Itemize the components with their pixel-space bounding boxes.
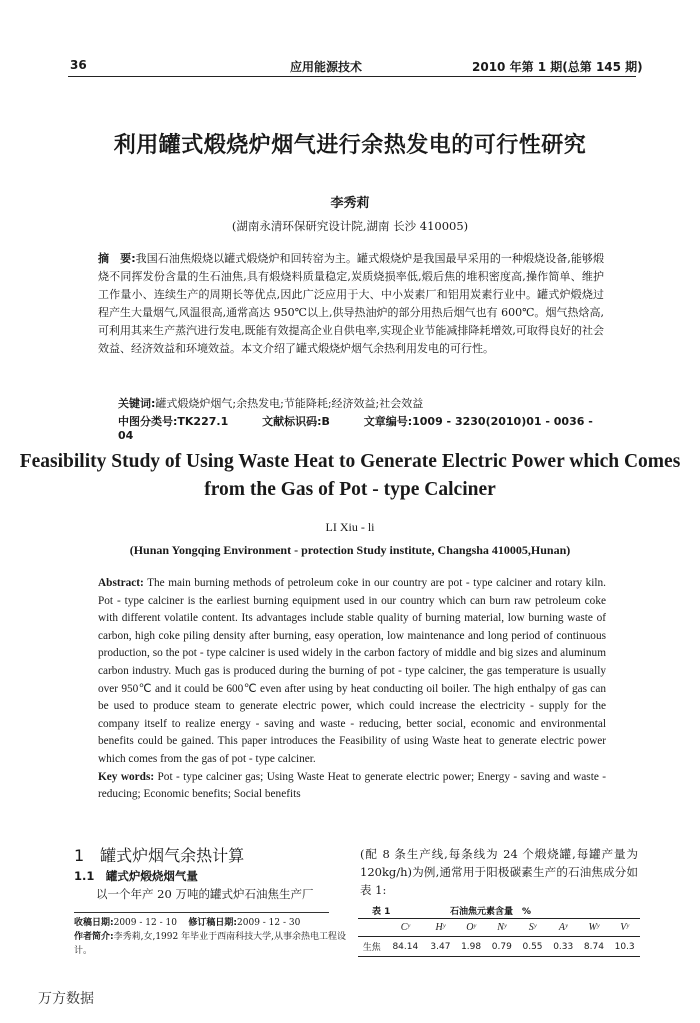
affiliation-cn: (湖南永清环保研究设计院,湖南 长沙 410005) xyxy=(231,219,469,233)
keywords-en-text: Pot - type calciner gas; Using Waste Heat to generate electric power; Energy - saving and waste - reducing; Economic benefits; Social benefits xyxy=(98,770,606,801)
keywords-cn-label: 关键词: xyxy=(118,397,156,410)
element-content-table xyxy=(358,918,640,957)
received-label: 收稿日期: xyxy=(74,918,114,928)
abstract-en-text: The main burning methods of petroleum coke in our country are pot - type calciner and rotary kiln. Pot - type calciner is the earliest burning equipment used in our country which can burn raw petroleum coke with different volatile content. Its advantages include stable quality of burning material, low burning waste of carbon, high coke piling density after burning, easy operation, low maintenance and long period of continuous production, so the pot - type calciner is used widely in the carbon factory of middle and big sizes and aluminum carbon industry. Much gas is produced during the burning of pot - type calciner, the gas temperature is usually over 950℃ and it could be 600℃ even after using by heat conducting oil boiler. The high enthalpy of gas can be used to produce steam to generate electric power, which could increase the electricity - supply for the company itself to realize energy - saving and waste - reducing, better social, economic and environmental benefits could be gained. This paper introduces the Feasibility of using Waste heat to generate electric power which comes from the gas of pot - type calciner. xyxy=(98,577,607,765)
page-number: 36 xyxy=(70,58,87,72)
author-bio: 李秀莉,女,1992 年毕业于西南科技大学,从事余热电工程设计。 xyxy=(74,932,346,956)
journal-name: 应用能源技术 xyxy=(290,60,363,74)
clc-number: 中图分类号:TK227.1 xyxy=(118,415,229,428)
body-text-left: 以一个年产 20 万吨的罐式炉石油焦生产厂 xyxy=(96,887,314,901)
header-rule xyxy=(68,76,636,77)
body-text-right: (配 8 条生产线,每条线为 24 个煅烧罐,每罐产量为 120kg/h)为例,通常用于阳极碳素生产的石油焦成分如表 1: xyxy=(360,847,638,897)
table-cell: 0.33 xyxy=(553,941,574,952)
author-cn: 李秀莉 xyxy=(330,196,370,211)
revised-date: 2009 - 12 - 30 xyxy=(237,918,301,928)
issue-info: 2010 年第 1 期(总第 145 期) xyxy=(472,60,643,74)
abstract-en-label: Abstract: xyxy=(98,577,144,589)
table-cell: 10.3 xyxy=(614,941,635,952)
table-cell: 84.14 xyxy=(392,941,419,952)
subsection-heading: 1.1 罐式炉煅烧烟气量 xyxy=(74,869,198,883)
section-heading: 1 罐式炉烟气余热计算 xyxy=(74,846,245,865)
abstract-cn-label: 摘 要: xyxy=(98,252,136,265)
table-header-cell: Aʸ xyxy=(558,922,568,933)
abstract-cn-text: 我国石油焦煅烧以罐式煅烧炉和回转窑为主。罐式煅烧炉是我国最早采用的一种煅烧设备,能够煅烧不同挥发份含量的生石油焦,具有煅烧料质量稳定,炭质烧损率低,煅后焦的堆积密度高,操作简单、维护工作量小、连续生产的周期长等优点,因此广泛应用于大、中小炭素厂和铝用炭素行业中。罐式炉煅烧过程产生大量烟气,风温很高,通常高达 950℃以上,供导热油炉的部分用热后烟气也有 600℃。烟气热焓高,可利用其来生产蒸汽进行发电,既能有效提高企业自供电率,实现企业节能减排降耗增效,可取得良好的社会效益、经济效益和环境效益。本文介绍了罐式煅烧炉烟气余热利用发电的可行性。 xyxy=(98,252,604,355)
paper-title-en-text: Feasibility Study of Using Waste Heat to Generate Electric Power which Comes from the Gas of Pot - type Calciner xyxy=(19,451,681,500)
table-cell: 0.79 xyxy=(491,941,512,952)
paper-title-en xyxy=(0,448,700,504)
table-cell: 0.55 xyxy=(522,941,543,952)
table-row xyxy=(358,937,640,957)
keywords-cn-text: 罐式煅烧炉烟气;余热发电;节能降耗;经济效益;社会效益 xyxy=(155,397,424,410)
table-cell: 3.47 xyxy=(430,941,451,952)
watermark: 万方数据 xyxy=(38,991,94,1007)
table-header-cell: Vʸ xyxy=(620,922,629,933)
table-caption: 表 1 xyxy=(372,907,391,917)
table-header-cell: Cʸ xyxy=(400,922,410,933)
affiliation-en: (Hunan Yongqing Environment - protection Study institute, Changsha 410005,Hunan) xyxy=(129,543,571,557)
keywords-en-label: Key words: xyxy=(98,770,155,783)
table-header-row xyxy=(358,919,640,937)
keywords-cn xyxy=(118,395,604,413)
table-header-cell: Oʸ xyxy=(466,922,476,933)
received-date: 2009 - 12 - 10 xyxy=(113,918,177,928)
revised-label: 修订稿日期: xyxy=(188,918,238,928)
table-cell: 生焦 xyxy=(362,943,381,953)
footnote xyxy=(74,916,349,958)
doc-code: 文献标识码:B xyxy=(262,415,330,428)
author-en: LI Xiu - li xyxy=(325,520,375,534)
table-title: 石油焦元素含量 % xyxy=(450,907,532,917)
table-header-cell xyxy=(358,919,386,937)
table-header-cell: Wʸ xyxy=(588,922,600,933)
table-cell: 8.74 xyxy=(583,941,604,952)
table-header-cell: Hʸ xyxy=(435,922,446,933)
bio-label: 作者简介: xyxy=(74,932,114,942)
table-header-cell: Nʸ xyxy=(497,922,507,933)
abstract-cn xyxy=(98,250,604,358)
footnote-rule xyxy=(74,912,329,913)
classification-line xyxy=(118,413,618,442)
table-cell: 1.98 xyxy=(461,941,482,952)
paper-title-cn: 利用罐式煅烧炉烟气进行余热发电的可行性研究 xyxy=(113,133,587,158)
abstract-en xyxy=(98,575,606,804)
table-header-cell: Sʸ xyxy=(528,922,537,933)
article-number: 文章编号:1009 - 3230(2010)01 - 0036 - 04 xyxy=(118,415,593,442)
